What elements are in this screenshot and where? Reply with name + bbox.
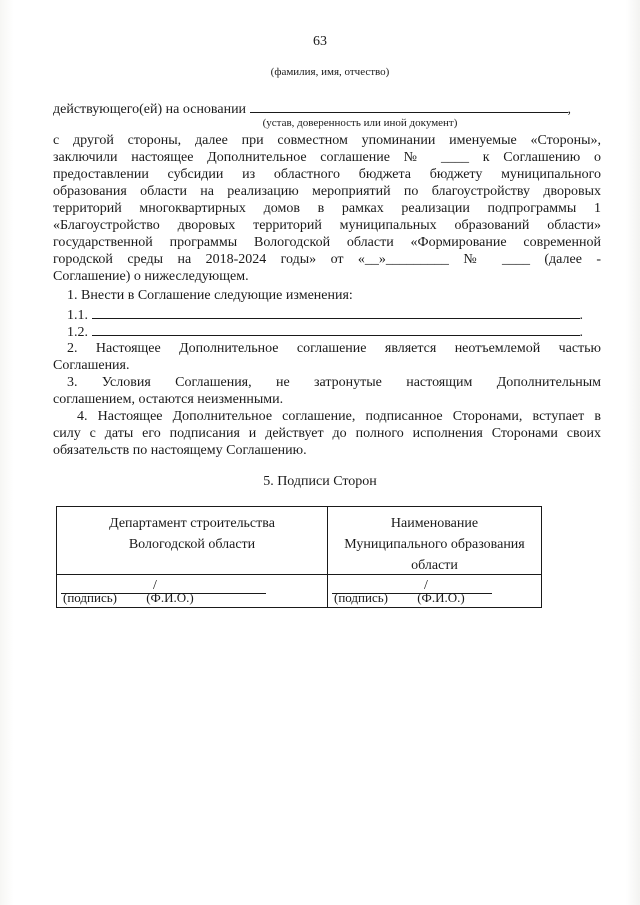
item-1-heading: 1. Внести в Соглашение следующие изменения:	[67, 288, 353, 303]
charter-caption: (устав, доверенность или иной документ)	[262, 117, 458, 129]
department-signature-cell	[57, 575, 328, 608]
signatures-heading: 5. Подписи Сторон	[263, 474, 377, 489]
item-4-paragraph	[53, 408, 601, 459]
item-1-1-period: .	[579, 308, 583, 323]
item-4-line: силу с даты его подписания и действует до полного исполнения Сторонами своих	[53, 426, 601, 441]
department-header-cell	[57, 507, 328, 575]
acting-on-basis-line	[53, 100, 571, 118]
item-2-line: Соглашения.	[53, 358, 130, 373]
preamble-line: городской среды на 2018-2024 годы» от «__»_________ № ____ (далее -	[53, 252, 601, 267]
department-fio-label: (Ф.И.О.)	[146, 590, 194, 605]
municipality-signature-cell	[328, 575, 542, 608]
preamble-line: заключили настоящее Дополнительное соглашение № ____ к Соглашению о	[53, 150, 601, 165]
preamble-line: «Благоустройство дворовых территорий муниципальных образований области»	[53, 218, 601, 233]
item-1-1-label: 1.1.	[67, 308, 88, 323]
item-4-line: 4. Настоящее Дополнительное соглашение, подписанное Сторонами, вступает в	[77, 409, 601, 424]
item-3-line: 3. Условия Соглашения, не затронутые настоящим Дополнительным	[67, 375, 601, 390]
item-3-line: соглашением, остаются неизменными.	[53, 392, 284, 407]
preamble-line: образования области на реализацию мероприятий по благоустройству дворовых	[53, 184, 601, 199]
municipality-sign-label: (подпись)	[334, 590, 388, 605]
municipality-signature-labels	[334, 590, 465, 606]
basis-blank-line	[250, 100, 568, 113]
municipality-name-line: Муниципального образования	[344, 537, 525, 552]
department-name-line: Вологодской области	[128, 537, 256, 552]
item-1-1-blank	[92, 306, 580, 319]
item-1-2-label: 1.2.	[67, 325, 88, 340]
item-1-1-line	[67, 306, 583, 324]
municipality-name-line: Наименование	[390, 516, 479, 531]
preamble-line: государственной программы Вологодской области «Формирование современной	[53, 235, 601, 250]
municipality-fio-label: (Ф.И.О.)	[417, 590, 465, 605]
item-2-line: 2. Настоящее Дополнительное соглашение является неотъемлемой частью	[67, 341, 601, 356]
item-4-line: обязательств по настоящему Соглашению.	[53, 443, 307, 458]
acting-on-basis-text: действующего(ей) на основании	[53, 102, 247, 117]
department-name-line: Департамент строительства	[109, 516, 275, 531]
preamble-line: предоставлении субсидии из областного бюджета бюджету муниципального	[53, 167, 601, 182]
item-1-2-line	[67, 323, 583, 341]
preamble-line: с другой стороны, далее при совместном упоминании именуемые «Стороны»,	[53, 133, 601, 148]
municipality-header-cell	[328, 507, 542, 575]
preamble-paragraph	[53, 132, 601, 285]
preamble-line: Соглашение) о нижеследующем.	[53, 269, 249, 284]
signature-table	[56, 506, 542, 608]
page-number: 63	[313, 34, 327, 49]
department-signature-labels	[63, 590, 194, 606]
item-1-2-blank	[92, 323, 580, 336]
acting-line-comma: ,	[567, 102, 572, 117]
municipality-signature-slash: /	[424, 578, 428, 593]
item-3-paragraph	[53, 374, 601, 408]
department-signature-slash: /	[153, 578, 157, 593]
municipality-name-line: области	[411, 558, 458, 573]
fio-caption: (фамилия, имя, отчество)	[270, 66, 390, 78]
department-sign-label: (подпись)	[63, 590, 117, 605]
preamble-line: территорий многоквартирных домов в рамках реализации подпрограммы 1	[53, 201, 601, 216]
item-2-paragraph	[53, 340, 601, 374]
item-1-2-period: .	[579, 325, 583, 340]
